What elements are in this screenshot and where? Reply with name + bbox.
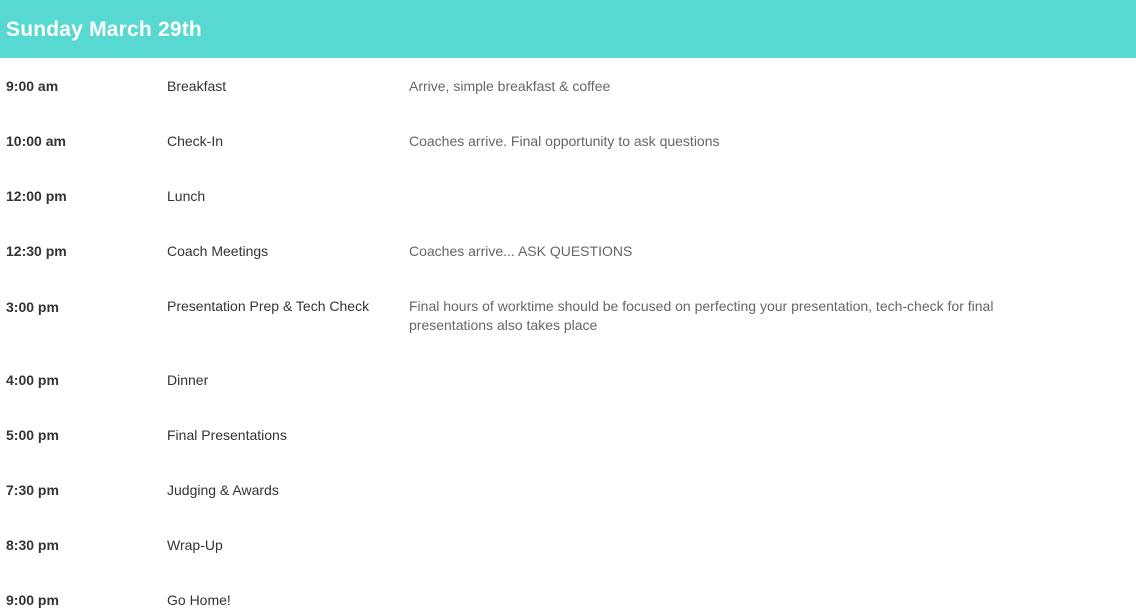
schedule-description: Arrive, simple breakfast & coffee [409,78,611,94]
schedule-time: 5:00 pm [6,427,59,443]
day-header [0,0,1136,58]
schedule-time: 4:00 pm [6,372,59,388]
schedule-event: Check-In [167,133,224,149]
schedule-time: 10:00 am [6,133,66,149]
day-title: Sunday March 29th [6,17,202,41]
schedule-time: 3:00 pm [6,299,59,315]
schedule-time: 8:30 pm [6,537,59,553]
schedule-event: Presentation Prep & Tech Check [167,298,370,314]
schedule-time: 12:00 pm [6,188,67,204]
schedule-event: Lunch [167,188,206,204]
schedule-event: Judging & Awards [167,482,279,498]
schedule-event: Dinner [167,372,209,388]
schedule-event: Wrap-Up [167,537,223,553]
schedule-description: Coaches arrive. Final opportunity to ask questions [409,133,720,149]
schedule-description: Final hours of worktime should be focused on perfecting your presentation, tech-check for final presentations also takes place [409,298,994,333]
schedule-time: 9:00 am [6,78,59,94]
schedule-time: 12:30 pm [6,243,67,259]
schedule-event: Go Home! [167,592,231,608]
schedule-event: Coach Meetings [167,243,269,259]
schedule-time: 7:30 pm [6,482,59,498]
schedule-event: Breakfast [167,78,227,94]
schedule-event: Final Presentations [167,427,287,443]
schedule-time: 9:00 pm [6,592,59,608]
schedule-description: Coaches arrive... ASK QUESTIONS [409,243,633,259]
